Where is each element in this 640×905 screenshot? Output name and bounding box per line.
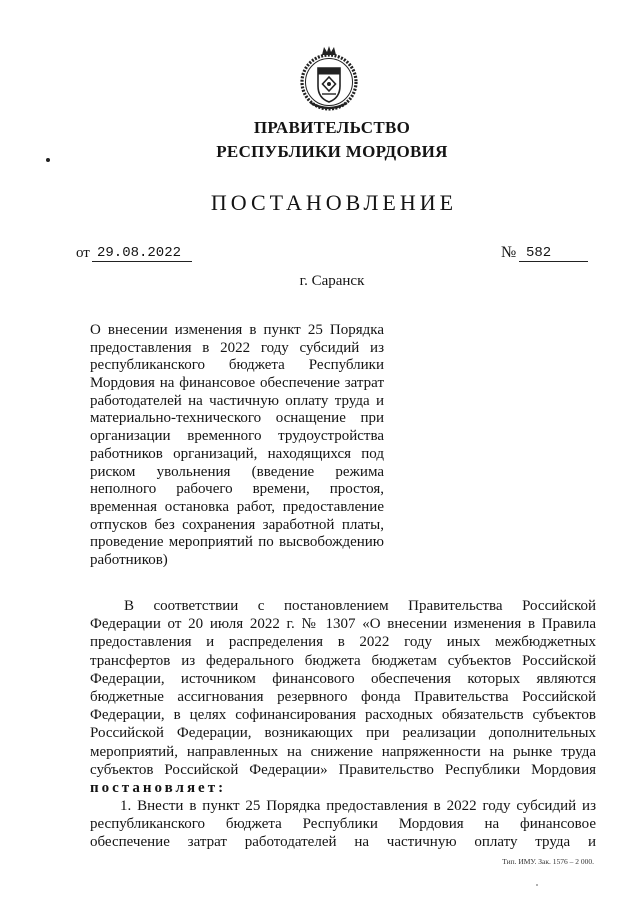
city-label: г. Саранск bbox=[299, 273, 365, 289]
title-line: проведение мероприятий по высвобождению bbox=[90, 534, 384, 551]
number-value: 582 bbox=[519, 244, 588, 262]
government-name-line1: ПРАВИТЕЛЬСТВО bbox=[253, 118, 411, 137]
title-line: временная остановка работ, предоставление bbox=[90, 498, 384, 515]
date-value: 29.08.2022 bbox=[92, 244, 192, 262]
title-block bbox=[90, 322, 384, 570]
item-line: республиканского бюджета Республики Мордовия на финансовое bbox=[90, 816, 596, 833]
document-type-heading: ПОСТАНОВЛЕНИЕ bbox=[210, 190, 458, 215]
title-line: предоставления в 2022 году субсидий из bbox=[90, 339, 384, 356]
preamble-line: мероприятий, направленных на снижение напряженности на рынке труда bbox=[90, 743, 596, 760]
preamble-line: В соответствии с постановлением Правительства Российской bbox=[124, 598, 596, 614]
item-line: обеспечение затрат работодателей на частичную оплату труда и bbox=[90, 834, 596, 851]
title-line: неполного рабочего времени, простоя, bbox=[90, 481, 384, 498]
title-line: работников) bbox=[90, 551, 168, 568]
item-line: 1. Внести в пункт 25 Порядка предоставления в 2022 году субсидий из bbox=[120, 798, 596, 815]
scan-mark bbox=[536, 884, 538, 886]
date-prefix: от bbox=[76, 245, 90, 261]
preamble-line: бюджетные ассигнования резервного фонда Правительства Российской bbox=[90, 688, 596, 705]
preamble-line: Федерации от 20 июля 2022 г. № 1307 «О внесении изменения в Правила bbox=[90, 616, 596, 633]
preamble-line: субъектов Российской Федерации» Правительство Республики Мордовия bbox=[90, 761, 596, 778]
decree-word: постановляет: bbox=[90, 779, 227, 796]
government-name-line2: РЕСПУБЛИКИ МОРДОВИЯ bbox=[216, 142, 448, 161]
preamble-line: трансфертов из федерального бюджета бюджетам субъектов Российской bbox=[90, 652, 596, 669]
title-line: республиканского бюджета Республики bbox=[90, 357, 384, 374]
preamble-line: Федерации, в целях софинансирования расходных обязательств субъектов bbox=[90, 707, 596, 724]
title-line: риском увольнения (введение режима bbox=[90, 463, 384, 480]
coat-of-arms-icon bbox=[299, 44, 359, 112]
title-line: работников организаций, находящихся под bbox=[90, 445, 384, 462]
preamble-line: Российской Федерации, возникающих при реализации дополнительных bbox=[90, 725, 596, 742]
title-line: организации временного трудоустройства bbox=[90, 428, 384, 445]
title-line: Мордовия на финансовое обеспечение затрат bbox=[90, 375, 384, 392]
footer-print-info: Тип. ИМУ. Зак. 1576 – 2 000. bbox=[502, 857, 594, 866]
title-line: О внесении изменения в пункт 25 Порядка bbox=[90, 322, 384, 338]
preamble-line: Федерации, источником финансового обеспечения которых являются bbox=[90, 670, 596, 687]
title-line: материально-технического оснащение при bbox=[90, 410, 384, 427]
title-line: отпусков без сохранения заработной платы, bbox=[90, 516, 384, 533]
title-line: работодателей на частичную оплату труда и bbox=[90, 392, 384, 409]
preamble-line: предоставления и распределения в 2022 году иных межбюджетных bbox=[90, 634, 596, 651]
body-text bbox=[90, 597, 596, 852]
number-prefix: № bbox=[501, 244, 517, 261]
